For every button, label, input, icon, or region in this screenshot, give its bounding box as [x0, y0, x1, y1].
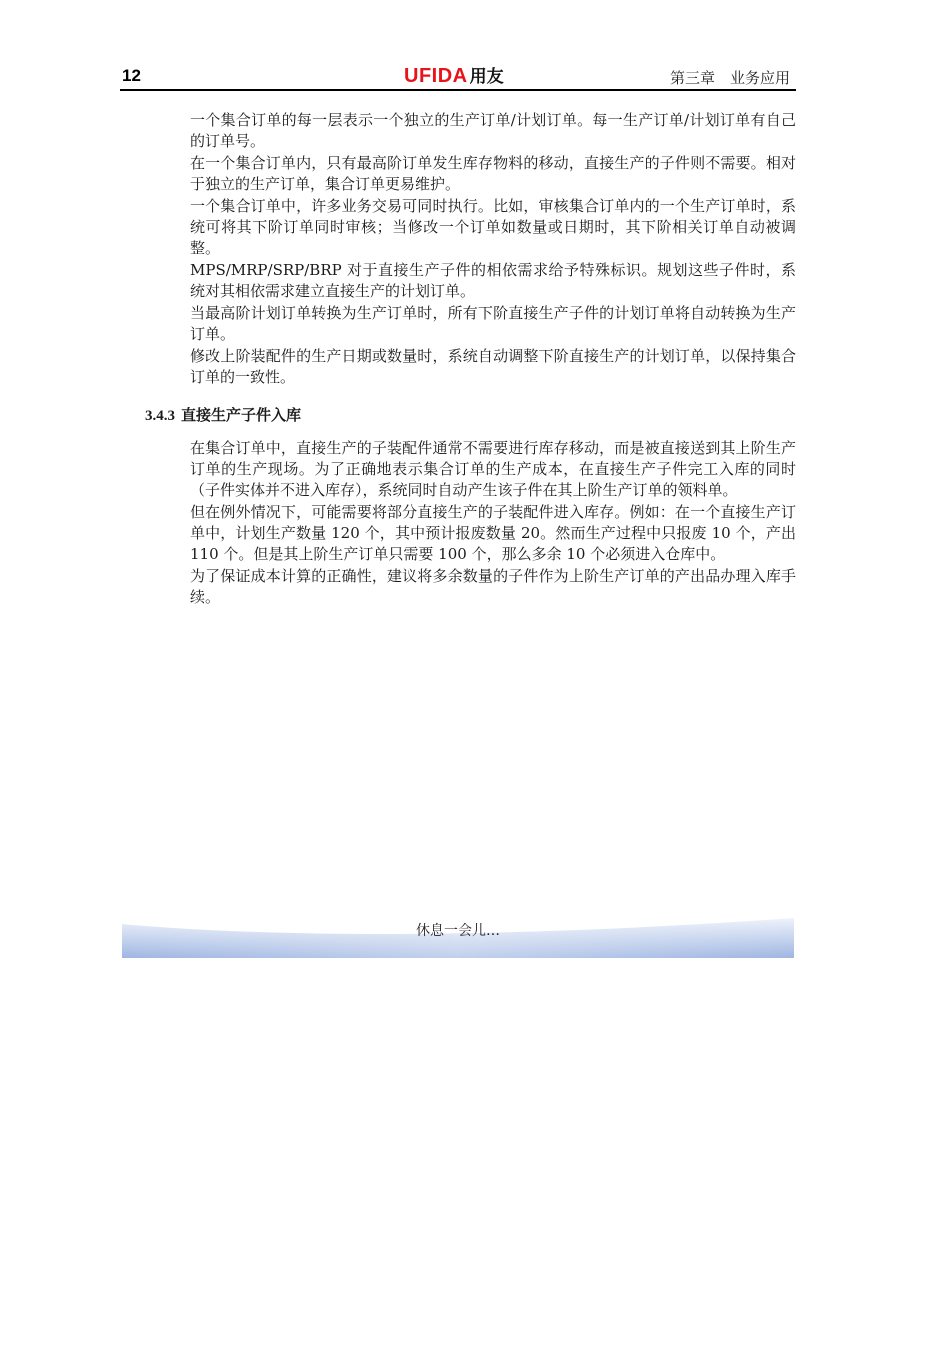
page-header	[120, 62, 796, 90]
body-text-section	[190, 438, 796, 609]
paragraph: MPS/MRP/SRP/BRP 对于直接生产子件的相依需求给予特殊标识。规划这些子件时，系统对其相依需求建立直接生产的计划订单。	[190, 261, 796, 300]
paragraph: 为了保证成本计算的正确性，建议将多余数量的子件作为上阶生产订单的产出品办理入库手续。	[190, 567, 796, 606]
paragraph: 在一个集合订单内，只有最高阶订单发生库存物料的移动，直接生产的子件则不需要。相对于独立的生产订单，集合订单更易维护。	[190, 154, 796, 193]
paragraph: 一个集合订单的每一层表示一个独立的生产订单/计划订单。每一生产订单/计划订单有自己的订单号。	[190, 111, 796, 150]
logo-cn-text: 用友	[469, 67, 504, 87]
section-heading	[145, 404, 301, 425]
footer-text: 休息一会儿…	[416, 923, 500, 939]
paragraph: 一个集合订单中，许多业务交易可同时执行。比如，审核集合订单内的一个生产订单时，系统可将其下阶订单同时审核；当修改一个订单如数量或日期时，其下阶相关订单自动被调整。	[190, 197, 796, 257]
footer-band	[122, 914, 794, 958]
paragraph: 当最高阶计划订单转换为生产订单时，所有下阶直接生产子件的计划订单将自动转换为生产订单。	[190, 304, 796, 343]
paragraph: 在集合订单中，直接生产的子装配件通常不需要进行库存移动，而是被直接送到其上阶生产订单的生产现场。为了正确地表示集合订单的生产成本，在直接生产子件完工入库的同时（子件实体并不进入库存），系统同时自动产生该子件在其上阶生产订单的领料单。	[190, 439, 796, 499]
section-title: 直接生产子件入库	[181, 406, 302, 424]
body-text-top	[190, 110, 796, 389]
logo-latin-text: UFIDA	[404, 65, 468, 87]
header-rule	[120, 89, 796, 91]
ufida-logo	[404, 62, 504, 86]
chapter-title: 第三章 业务应用	[669, 69, 790, 87]
paragraph: 修改上阶装配件的生产日期或数量时，系统自动调整下阶直接生产的计划订单，以保持集合订单的一致性。	[190, 347, 796, 386]
paragraph: 但在例外情况下，可能需要将部分直接生产的子装配件进入库存。例如：在一个直接生产订单中，计划生产数量 120 个，其中预计报废数量 20。然而生产过程中只报废 10 个，产出 110 个。但是其上阶生产订单只需要 100 个，那么多余 10 个必须进入仓库中。	[190, 503, 796, 563]
section-number: 3.4.3	[145, 408, 175, 424]
page-number: 12	[122, 66, 141, 85]
